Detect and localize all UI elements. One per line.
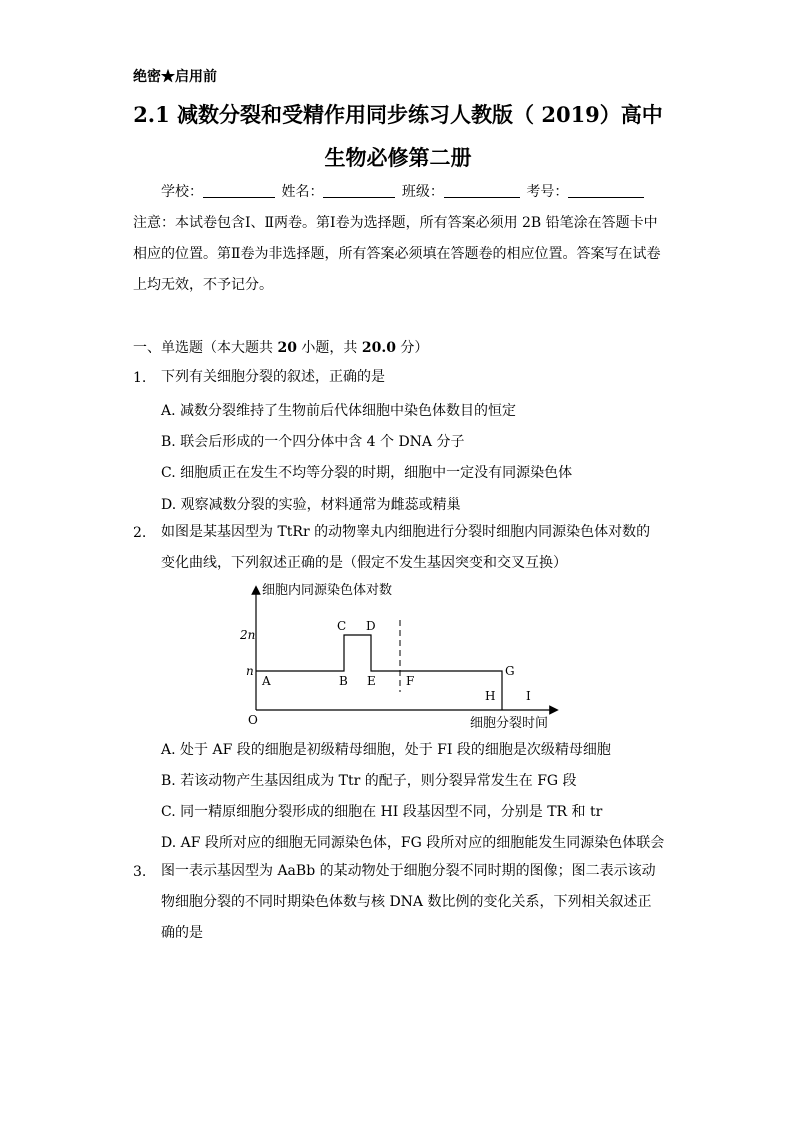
document-title-line1: 2.1 减数分裂和受精作用同步练习人教版（ 2019）高中 bbox=[133, 102, 663, 127]
y-tick-2n: 2n bbox=[240, 628, 256, 642]
point-label-c: C bbox=[337, 619, 347, 633]
section-mid: 小题，共 bbox=[296, 340, 362, 356]
section-score: 20.0 bbox=[361, 340, 396, 356]
point-label-f: F bbox=[406, 674, 415, 688]
school-label: 学校： bbox=[161, 184, 203, 200]
name-label: 姓名： bbox=[281, 184, 324, 200]
question-stem: 下列有关细胞分裂的叙述，正确的是 bbox=[161, 369, 385, 385]
section-suffix: 分） bbox=[395, 340, 429, 356]
point-label-e: E bbox=[367, 674, 376, 688]
question-number: 3. bbox=[133, 864, 147, 880]
x-axis-label: 细胞分裂时间 bbox=[470, 716, 549, 730]
question-option[interactable]: B. 若该动物产生基因组成为 Ttr 的配子，则分裂异常发生在 FG 段 bbox=[161, 773, 577, 789]
name-blank[interactable] bbox=[323, 183, 395, 198]
point-label-i: I bbox=[526, 689, 531, 703]
point-label-h: H bbox=[485, 689, 496, 703]
question-option[interactable]: A. 减数分裂维持了生物前后代体细胞中染色体数目的恒定 bbox=[161, 403, 517, 419]
question-option[interactable]: A. 处于 AF 段的细胞是初级精母细胞，处于 FI 段的细胞是次级精母细胞 bbox=[161, 742, 611, 758]
y-axis-label: 细胞内同源染色体对数 bbox=[262, 583, 393, 598]
class-label: 班级： bbox=[401, 184, 444, 200]
exam-notice: 注意：本试卷包含Ⅰ、Ⅱ两卷。第Ⅰ卷为选择题，所有答案必须用 2B 铅笔涂在答题卡中相应的位置。第Ⅱ卷为非选择题，所有答案必须填在答题卷的相应位置。答案写在试卷上均无效，不予记分。 bbox=[133, 215, 661, 293]
question-option[interactable]: C. 细胞质正在发生不均等分裂的时期，细胞中一定没有同源染色体 bbox=[161, 465, 573, 481]
exam-number-blank[interactable] bbox=[568, 183, 644, 198]
question-option[interactable]: D. AF 段所对应的细胞无同源染色体，FG 段所对应的细胞能发生同源染色体联会 bbox=[161, 835, 665, 851]
point-label-g: G bbox=[505, 664, 515, 678]
exam-number-label: 考号： bbox=[526, 184, 569, 200]
confidential-label: 绝密★启用前 bbox=[133, 69, 217, 85]
question-option[interactable]: D. 观察减数分裂的实验，材料通常为雌蕊或精巢 bbox=[161, 497, 461, 513]
point-label-b: B bbox=[339, 674, 348, 688]
question-stem: 图一表示基因型为 AaBb 的某动物处于细胞分裂不同时期的图像；图二表示该动物细胞分裂的不同时期染色体数与核 DNA 数比例的变化关系，下列相关叙述正确的是 bbox=[161, 863, 656, 941]
question-number: 2. bbox=[133, 525, 147, 541]
point-label-d: D bbox=[366, 619, 376, 633]
homologous-pairs-curve bbox=[256, 635, 502, 710]
homologous-pairs-diagram bbox=[232, 578, 562, 730]
point-label-a: A bbox=[262, 674, 271, 688]
class-blank[interactable] bbox=[444, 183, 520, 198]
section-count: 20 bbox=[277, 340, 297, 356]
question-number: 1. bbox=[133, 370, 147, 386]
question-option[interactable]: B. 联会后形成的一个四分体中含 4 个 DNA 分子 bbox=[161, 434, 465, 450]
section-heading bbox=[133, 337, 428, 357]
document-title-line2: 生物必修第二册 bbox=[324, 145, 472, 170]
question-stem: 如图是某基因型为 TtRr 的动物睾丸内细胞进行分裂时细胞内同源染色体对数的变化曲线，下列叙述正确的是（假定不发生基因突变和交叉互换） bbox=[161, 524, 651, 571]
question-option[interactable]: C. 同一精原细胞分裂形成的细胞在 HI 段基因型不同，分别是 TR 和 tr bbox=[161, 804, 603, 820]
section-prefix: 一、单选题（本大题共 bbox=[133, 340, 278, 356]
origin-label: O bbox=[248, 713, 258, 727]
student-info-row bbox=[161, 181, 646, 201]
school-blank[interactable] bbox=[203, 183, 275, 198]
y-tick-n: n bbox=[246, 664, 254, 678]
